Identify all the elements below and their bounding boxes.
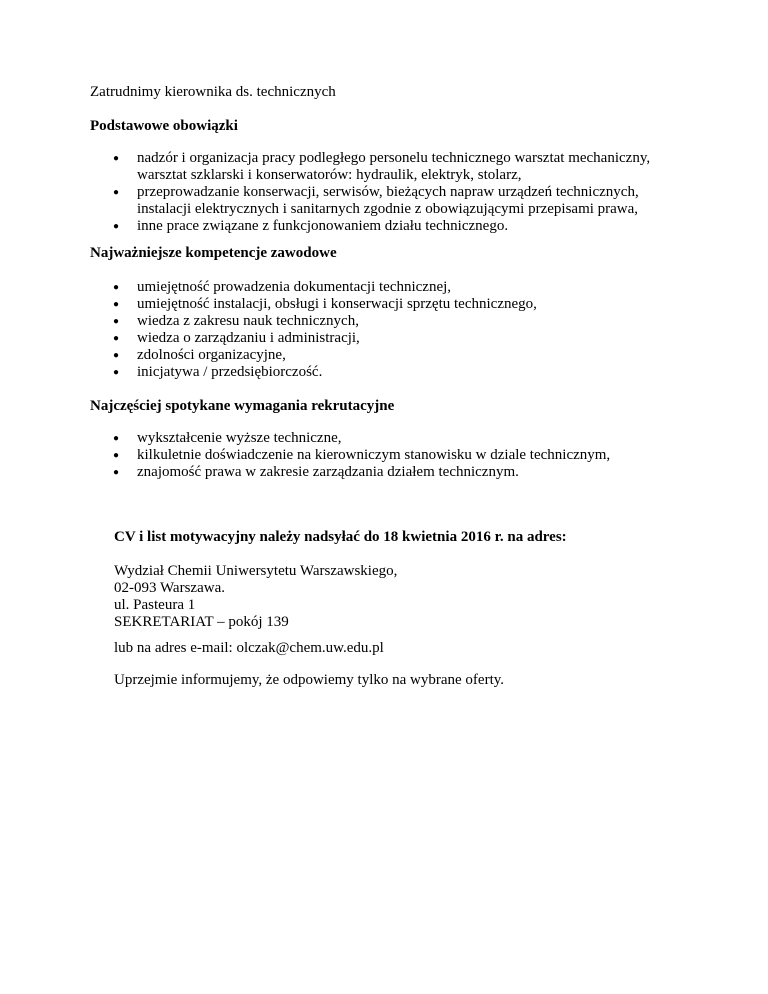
list-item-text: zdolności organizacyjne, [137, 347, 286, 363]
list-item-text: wiedza z zakresu nauk technicznych, [137, 313, 359, 329]
bullet-icon: ● [113, 450, 120, 461]
section-heading-requirements: Najczęściej spotykane wymagania rekrutacyjne [90, 398, 395, 414]
bullet-icon: ● [113, 221, 120, 232]
duties-list [90, 150, 690, 235]
bullet-icon: ● [113, 333, 120, 344]
list-item-text: przeprowadzanie konserwacji, serwisów, bieżących napraw urządzeń technicznych, instalacji elektrycznych i sanitarnych zgodnie z obowiązującymi przepisami prawa, [137, 184, 639, 217]
list-item [90, 184, 690, 218]
list-item-text: wiedza o zarządzaniu i administracji, [137, 330, 360, 346]
list-item-text: kilkuletnie doświadczenie na kierowniczym stanowisku w dziale technicznym, [137, 447, 611, 463]
section-heading-competencies: Najważniejsze kompetencje zawodowe [90, 245, 337, 261]
address-line: 02-093 Warszawa. [114, 580, 225, 596]
list-item [90, 296, 690, 313]
list-item [90, 330, 690, 347]
bullet-icon: ● [113, 187, 120, 198]
list-item [90, 218, 690, 235]
bullet-icon: ● [113, 282, 120, 293]
list-item-text: inicjatywa / przedsiębiorczość. [137, 364, 323, 380]
postal-address [114, 563, 714, 631]
list-item [90, 347, 690, 364]
address-line: ul. Pasteura 1 [114, 597, 196, 613]
section-heading-duties: Podstawowe obowiązki [90, 118, 238, 134]
job-intro: Zatrudnimy kierownika ds. technicznych [90, 84, 336, 100]
list-item [90, 364, 690, 381]
bullet-icon: ● [113, 153, 120, 164]
bullet-icon: ● [113, 467, 120, 478]
bullet-icon: ● [113, 367, 120, 378]
requirements-list [90, 430, 690, 481]
list-item-text: inne prace związane z funkcjonowaniem działu technicznego. [137, 218, 509, 234]
list-item [90, 313, 690, 330]
list-item-text: znajomość prawa w zakresie zarządzania działem technicznym. [137, 464, 519, 480]
list-item-text: nadzór i organizacja pracy podległego personelu technicznego warsztat mechaniczny, warsztat szklarski i konserwatorów: hydraulik, elektryk, stolarz, [137, 150, 651, 183]
list-item [90, 447, 690, 464]
address-line: Wydział Chemii Uniwersytetu Warszawskiego, [114, 563, 398, 579]
list-item [90, 279, 690, 296]
list-item [90, 150, 690, 184]
list-item [90, 464, 690, 481]
list-item [90, 430, 690, 447]
email-line: lub na adres e-mail: olczak@chem.uw.edu.pl [114, 640, 384, 656]
list-item-text: umiejętność prowadzenia dokumentacji technicznej, [137, 279, 452, 295]
list-item-text: umiejętność instalacji, obsługi i konserwacji sprzętu technicznego, [137, 296, 537, 312]
list-item-text: wykształcenie wyższe techniczne, [137, 430, 342, 446]
competencies-list [90, 279, 690, 381]
bullet-icon: ● [113, 350, 120, 361]
bullet-icon: ● [113, 433, 120, 444]
application-instructions-heading: CV i list motywacyjny należy nadsyłać do 18 kwietnia 2016 r. na adres: [114, 529, 567, 545]
bullet-icon: ● [113, 316, 120, 327]
address-line: SEKRETARIAT – pokój 139 [114, 614, 289, 630]
closing-note: Uprzejmie informujemy, że odpowiemy tylko na wybrane oferty. [114, 672, 505, 688]
bullet-icon: ● [113, 299, 120, 310]
